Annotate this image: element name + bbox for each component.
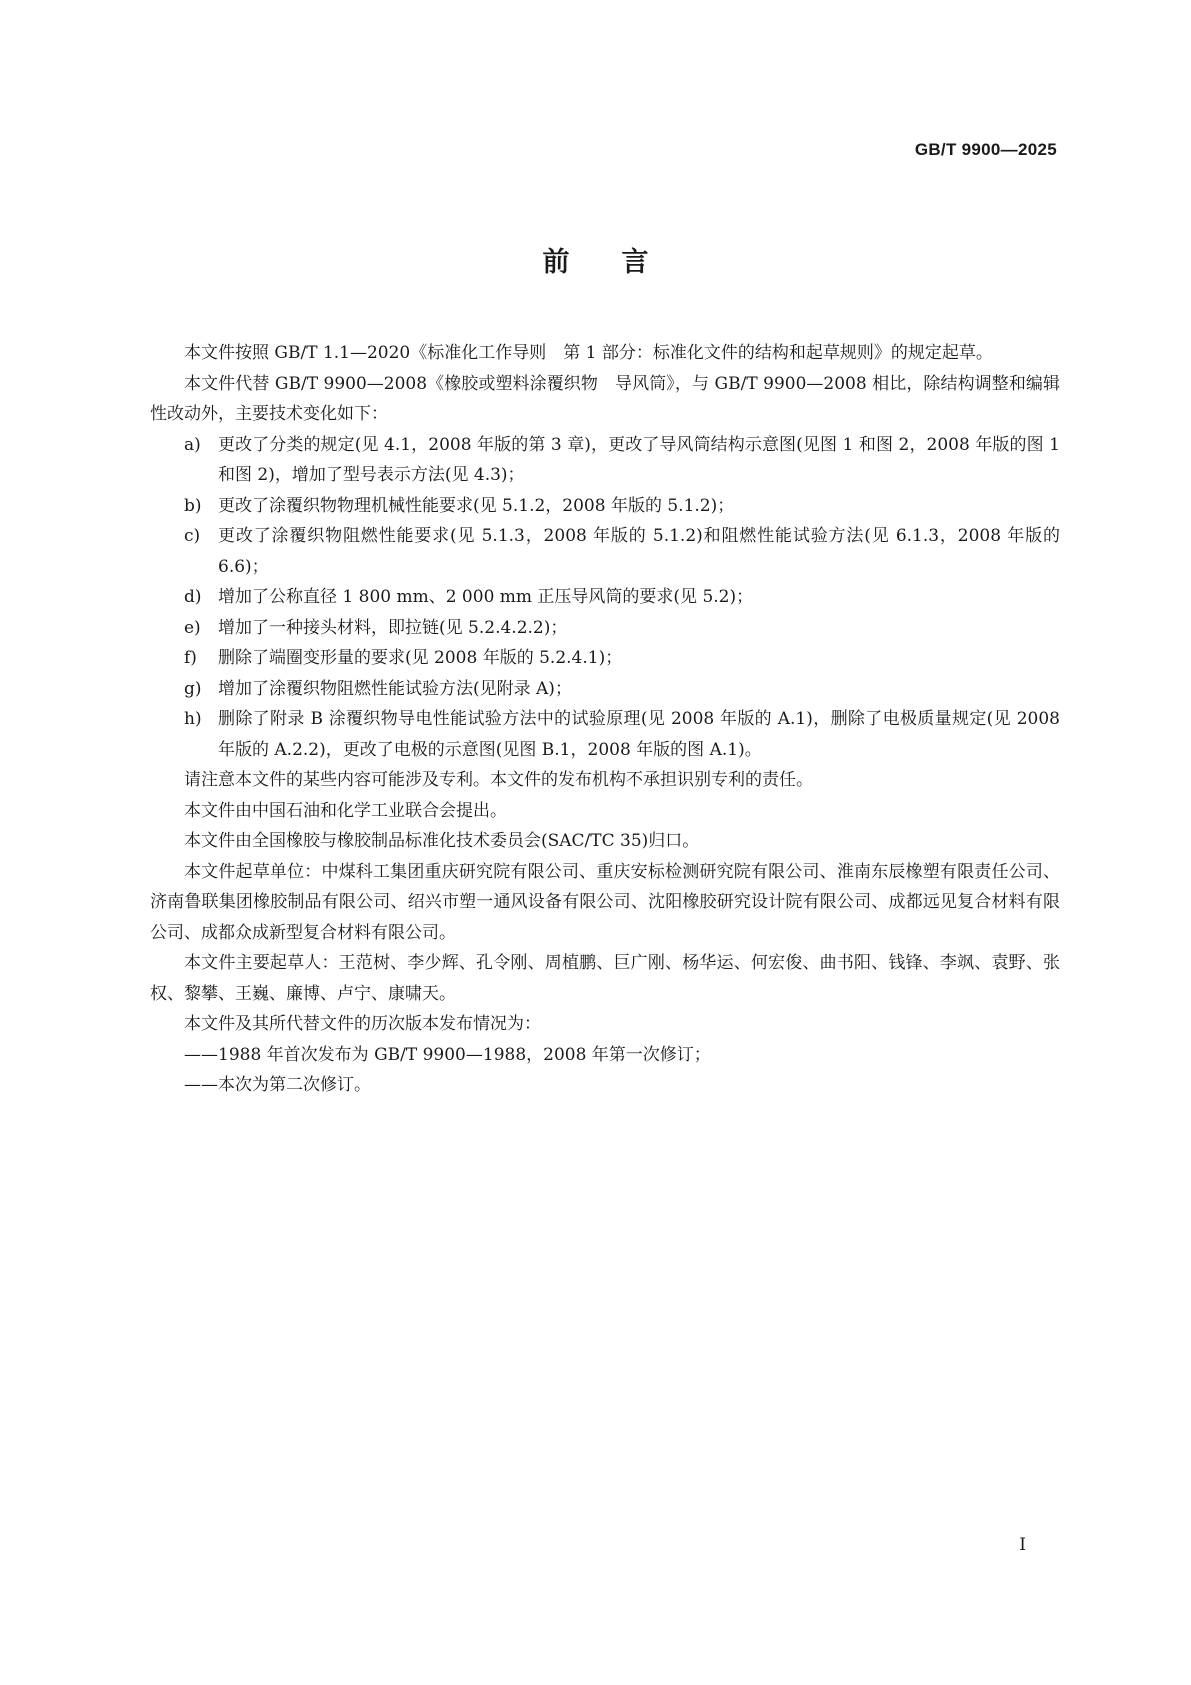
paragraph-patent-notice: 请注意本文件的某些内容可能涉及专利。本文件的发布机构不承担识别专利的责任。 (184, 770, 813, 790)
page-title: 前言 (542, 247, 701, 278)
list-marker: a) (184, 434, 201, 455)
list-item-text: 更改了涂覆织物阻燃性能要求(见 5.1.3，2008 年版的 5.1.2)和阻燃性能试验方法(见 6.1.3，2008 年版的 6.6)； (218, 526, 1060, 577)
list-item-text: 增加了一种接头材料，即拉链(见 5.2.4.2.2)； (218, 617, 568, 638)
list-item (150, 582, 1060, 613)
list-marker: g) (184, 678, 202, 699)
page-number: I (1019, 1535, 1026, 1555)
paragraph-drafters: 本文件主要起草人：王范树、李少辉、孔令刚、周植鹏、巨广刚、杨华运、何宏俊、曲书阳、钱锋、李飒、袁野、张权、黎攀、王巍、廉博、卢宁、康啸天。 (150, 953, 1060, 1004)
list-item (150, 491, 1060, 522)
paragraph-committee: 本文件由全国橡胶与橡胶制品标准化技术委员会(SAC/TC 35)归口。 (184, 831, 700, 851)
list-item (150, 643, 1060, 674)
paragraph-history-intro: 本文件及其所代替文件的历次版本发布情况为： (184, 1014, 541, 1034)
list-item (150, 704, 1060, 765)
list-marker: h) (184, 709, 202, 729)
changes-list (150, 430, 1060, 766)
list-item (150, 613, 1060, 644)
list-marker: c) (184, 526, 201, 546)
list-item-text: 删除了附录 B 涂覆织物导电性能试验方法中的试验原理(见 2008 年版的 A.1)，删除了电极质量规定(见 2008 年版的 A.2.2)，更改了电极的示意图(见图 B.1，2008 年版的图 A.1)。 (218, 709, 1060, 760)
list-item-text: 更改了分类的规定(见 4.1，2008 年版的第 3 章)，更改了导风筒结构示意图(见图 1 和图 2，2008 年版的图 1 和图 2)，增加了型号表示方法(见 4.3)； (218, 434, 1060, 485)
paragraph-drafting-units: 本文件起草单位：中煤科工集团重庆研究院有限公司、重庆安标检测研究院有限公司、淮南东辰橡塑有限责任公司、济南鲁联集团橡胶制品有限公司、绍兴市塑一通风设备有限公司、沈阳橡胶研究设计院有限公司、成都远见复合材料有限公司、成都众成新型复合材料有限公司。 (150, 861, 1060, 943)
foreword-content (150, 338, 1060, 1101)
list-item (150, 674, 1060, 705)
list-item-text: 删除了端圈变形量的要求(见 2008 年版的 5.2.4.1)； (218, 648, 623, 668)
paragraph-drafting-rules: 本文件按照 GB/T 1.1—2020《标准化工作导则 第 1 部分：标准化文件的结构和起草规则》的规定起草。 (184, 343, 993, 363)
list-marker: f) (184, 648, 197, 668)
list-item (150, 521, 1060, 582)
list-item-text: 更改了涂覆织物物理机械性能要求(见 5.1.2，2008 年版的 5.1.2)； (218, 495, 735, 516)
list-item-text: 增加了涂覆织物阻燃性能试验方法(见附录 A)； (218, 678, 572, 699)
list-marker: d) (184, 587, 202, 607)
list-marker: e) (184, 617, 201, 638)
history-item: ——1988 年首次发布为 GB/T 9900—1988，2008 年第一次修订； (184, 1044, 711, 1065)
paragraph-proposer: 本文件由中国石油和化学工业联合会提出。 (184, 800, 507, 821)
list-item (150, 430, 1060, 491)
history-item: ——本次为第二次修订。 (184, 1075, 371, 1095)
list-item-text: 增加了公称直径 1 800 mm、2 000 mm 正压导风筒的要求(见 5.2)； (218, 587, 754, 607)
document-code: GB/T 9900—2025 (914, 140, 1057, 159)
paragraph-replacement: 本文件代替 GB/T 9900—2008《橡胶或塑料涂覆织物 导风筒》，与 GB/T 9900—2008 相比，除结构调整和编辑性改动外，主要技术变化如下： (150, 373, 1060, 424)
list-marker: b) (184, 495, 202, 516)
